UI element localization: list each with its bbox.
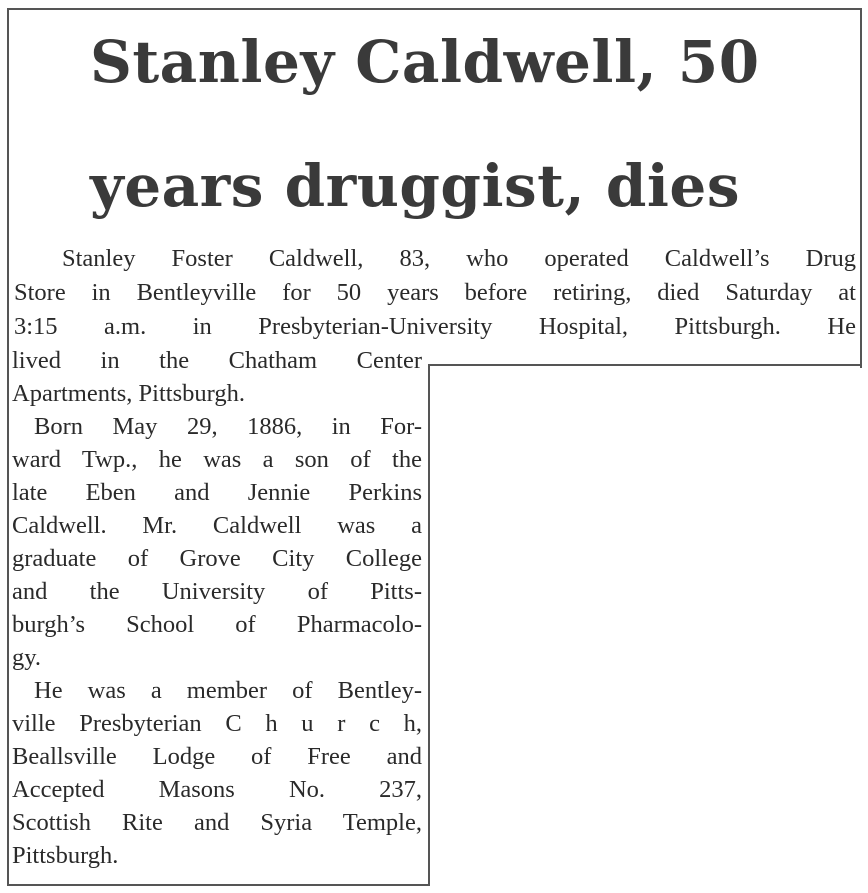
clipping-edge-step — [430, 364, 862, 366]
paragraph-line: 3:15 a.m. in Presbyterian-University Hospital, Pittsburgh. He — [14, 313, 856, 340]
paragraph-line: gy. — [12, 644, 42, 671]
paragraph-line: ward Twp., he was a son of the — [12, 446, 422, 473]
paragraph-line: lived in the Chatham Center — [12, 347, 422, 374]
paragraph-line: He was a member of Bentley- — [34, 677, 422, 704]
paragraph-line: graduate of Grove City College — [12, 545, 422, 572]
paragraph-line: Beallsville Lodge of Free and — [12, 743, 422, 770]
paragraph-line: Born May 29, 1886, in For- — [34, 413, 422, 440]
paragraph-line: Store in Bentleyville for 50 years before retiring, died Saturday at — [14, 279, 856, 306]
paragraph-line: and the University of Pitts- — [12, 578, 422, 605]
narrow-column — [12, 344, 422, 872]
paragraph-line: Accepted Masons No. 237, — [12, 776, 422, 803]
paragraph-line: ville Presbyterian C h u r c h, — [12, 710, 422, 737]
paragraph-line: Stanley Foster Caldwell, 83, who operated Caldwell’s Drug — [62, 245, 856, 272]
paragraph-line: Caldwell. Mr. Caldwell was a — [12, 512, 422, 539]
clipping-edge-left — [7, 8, 9, 886]
clipping-edge-top — [8, 8, 862, 10]
headline-line-1: Stanley Caldwell, 50 — [90, 28, 760, 96]
paragraph-line: Apartments, Pittsburgh. — [12, 380, 245, 407]
paragraph-line: late Eben and Jennie Perkins — [12, 479, 422, 506]
paragraph-line: Pittsburgh. — [12, 842, 119, 869]
clipping-edge-inner — [428, 364, 430, 886]
paragraph-line: Scottish Rite and Syria Temple, — [12, 809, 422, 836]
clipping-edge-bottom — [8, 884, 430, 886]
headline-line-2: years druggist, dies — [90, 152, 740, 220]
paragraph-line: burgh’s School of Pharmacolo- — [12, 611, 422, 638]
